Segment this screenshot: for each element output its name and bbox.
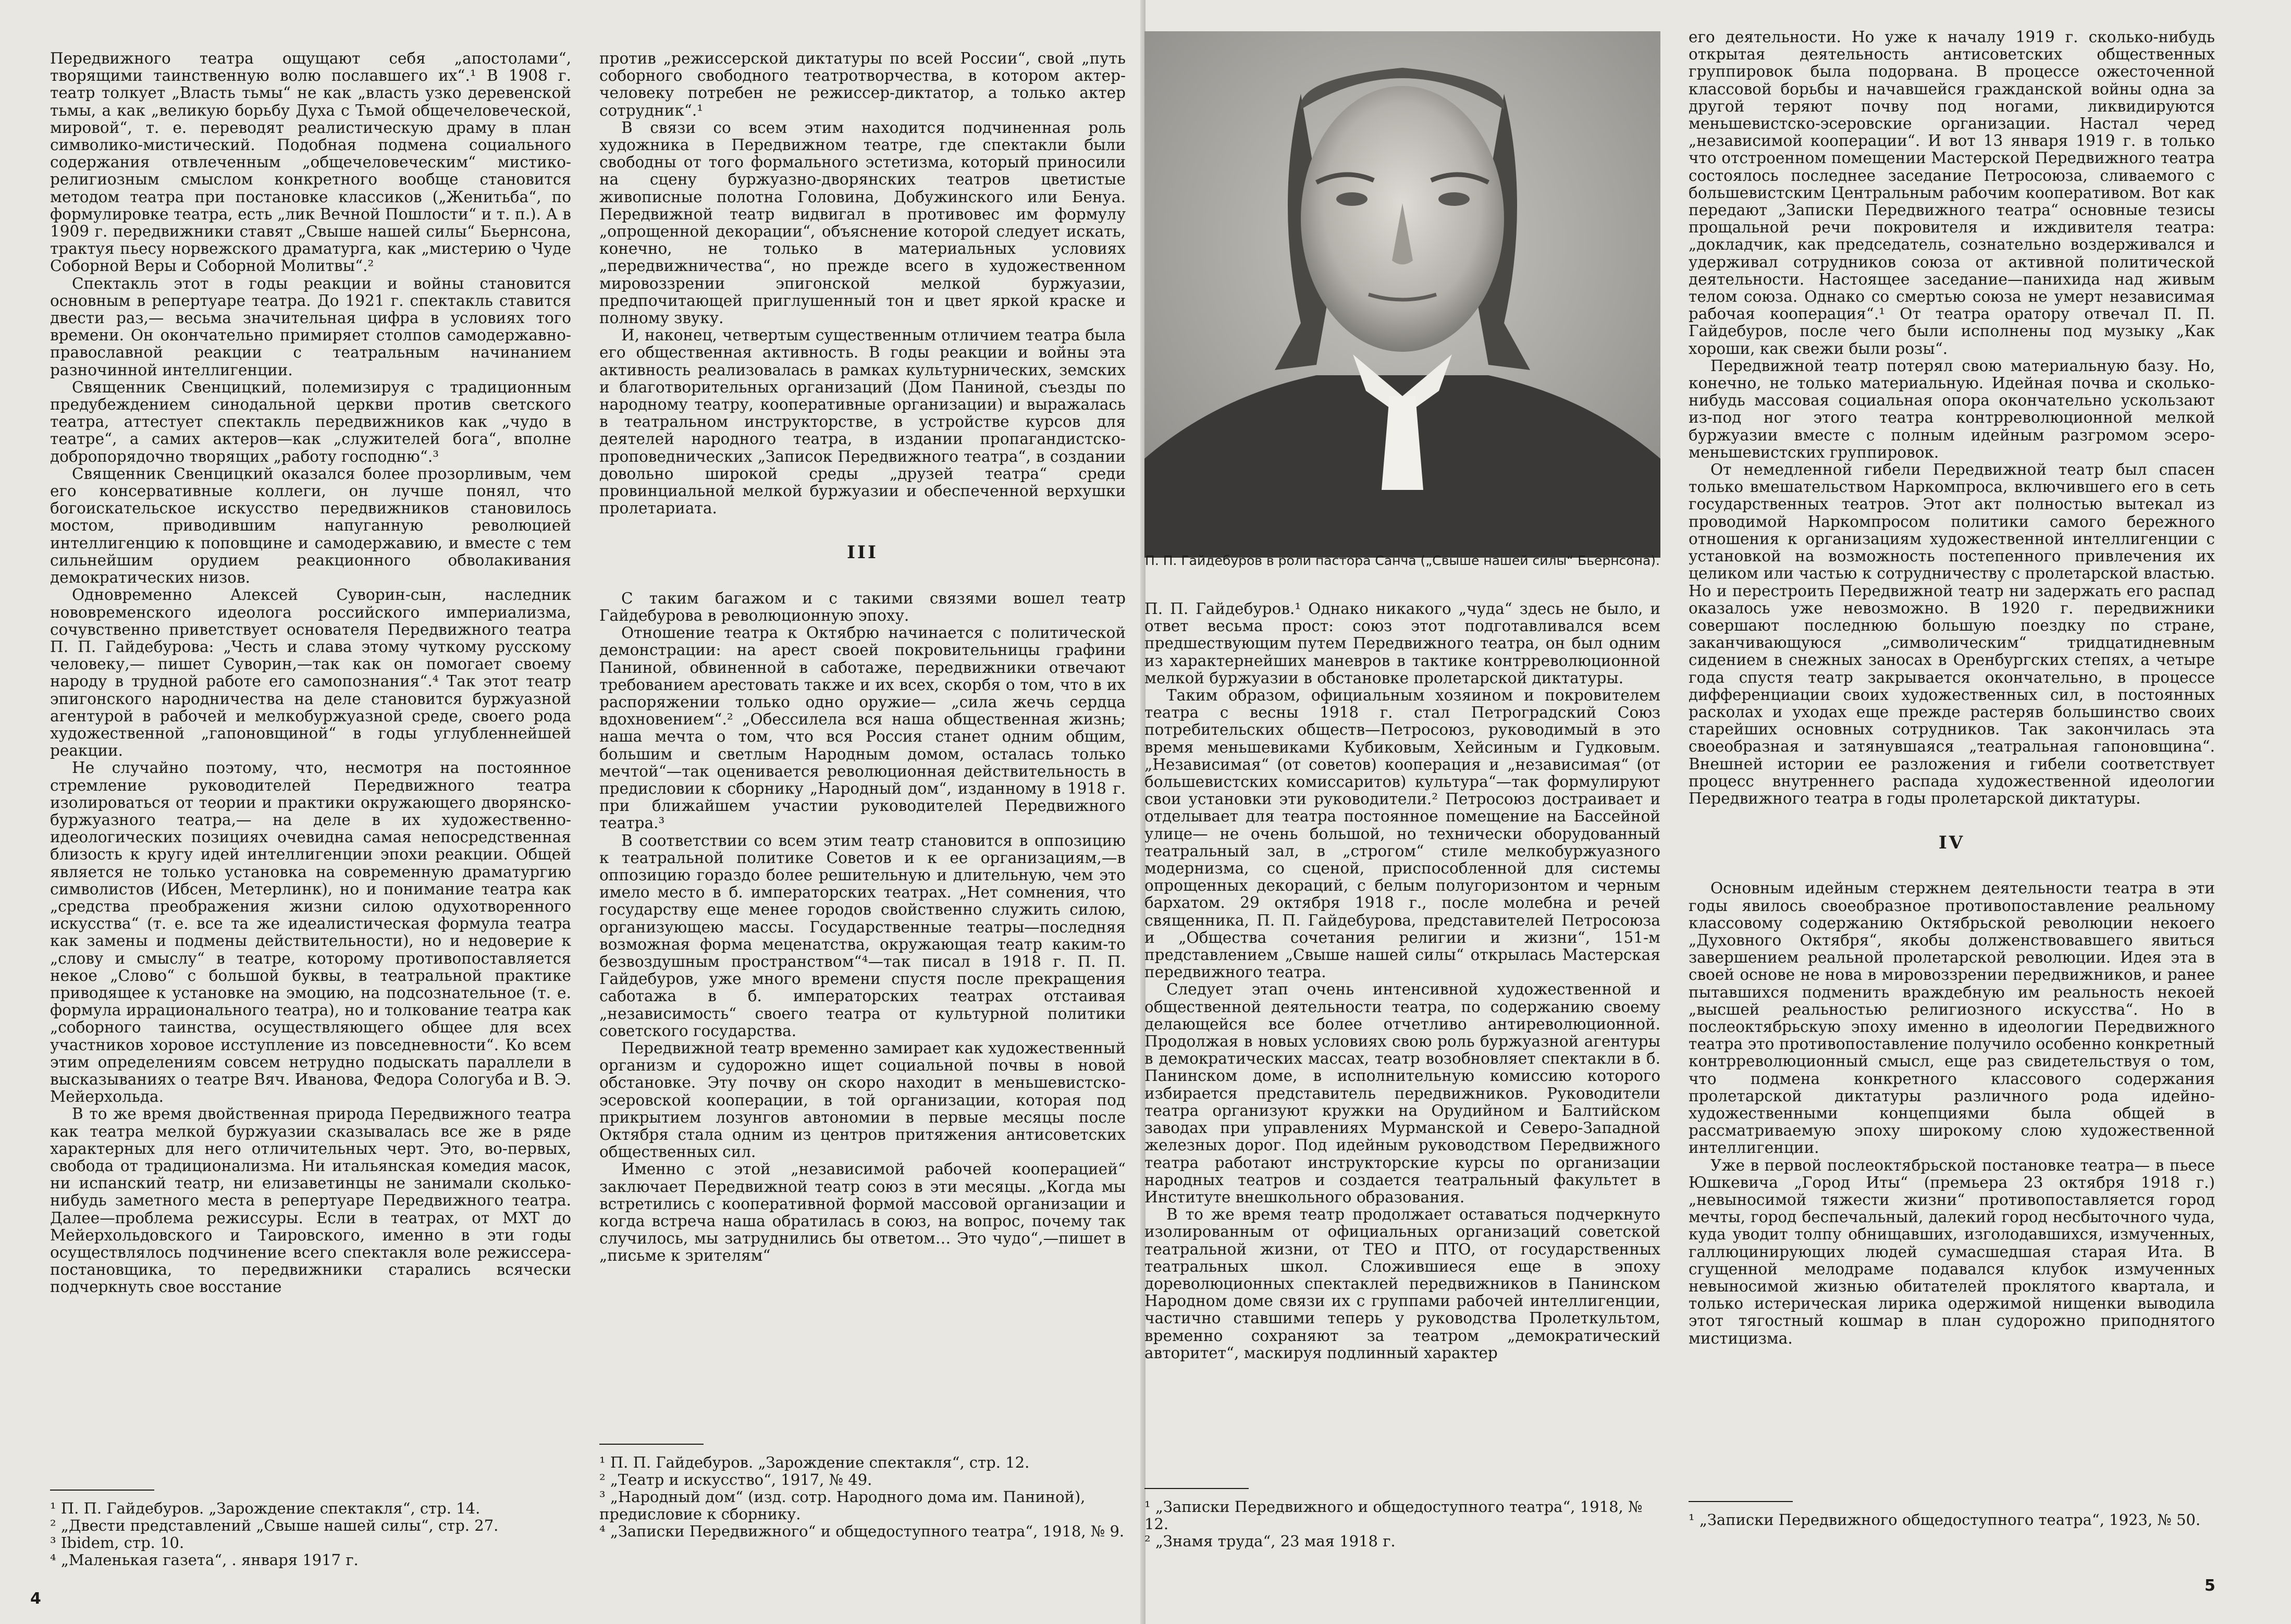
footnote: ² „Знамя труда“, 23 мая 1918 г. (1144, 1532, 1396, 1550)
paragraph: Передвижной театр потерял свою материальную базу. Но, конечно, не только материальную. Идейная почва и сколько-нибудь массовая социальная опора окончательно ускользают из-под ног этого театра контрреволюционной мелкой буржуазии вместе с полным идейным разгромом эсеро-меньшевистских группировок. (1689, 356, 2215, 461)
footnote-rule (1144, 1488, 1249, 1489)
column-2 (599, 50, 1126, 1265)
footnote-rule (599, 1444, 704, 1445)
footnote: ¹ „Записки Передвижного и общедоступного театра“, 1918, № 12. (1144, 1498, 1643, 1533)
paragraph: Спектакль этот в годы реакции и войны становится основным в репертуаре театра. До 1921 г. спектакль ставится двести раз,— весьма значительная цифра в условиях того времени. Он окончательно примиряет столпов самодержавно-православной реакции с театральным начинанием разночинной интеллигенции. (50, 274, 571, 379)
paragraph: Одновременно Алексей Суворин-сын, наследник нововременского идеолога российского империализма, сочувственно приветствует основателя Передвижного театра П. П. Гайдебурова: „Честь и слава этому чуткому русскому человеку,— пишет Суворин,—так как он помогает своему народу в трудной работе его самопознания“.⁴ Так этот театр эпигонского народничества на деле становится буржуазной агентурой в рабочей и мелкобуржуазной среде, своего рода художественной „гапоновщиной“ в годы углубленнейшей реакции. (50, 586, 571, 760)
footnote: ³ Ibidem, стр. 10. (50, 1534, 184, 1552)
paragraph: его деятельности. Но уже к началу 1919 г. сколько-нибудь открытая деятельность антисоветских общественных группировок была подорвана. В процессе ожесточенной классовой борьбы и начавшейся гражданской войны одна за другой теряют почву под ногами, ликвидируются меньшевистско-эсеровские организации. Настал черед „независимой кооперации“. И вот 13 января 1919 г. в только что отстроенном помещении Мастерской Передвижного театра состоялось последнее заседание Петросоюза, сливаемого с большевистским Центральным рабочим кооперативом. Вот как передают „Записки Передвижного театра“ основные тезисы прощальной речи покровителя и иждивителя театра: „докладчик, как председатель, сознательно воздерживался и удерживал сотрудников союза от активной политической деятельности. Настоящее заседание—панихида над живым телом союза. Однако со смертью союза не умерт независимая рабочая кооперация“.¹ От театра оратору отвечал П. П. Гайдебуров, после чего были исполнены под музыку „Как хороши, как свежи были розы“. (1689, 28, 2215, 358)
paragraph: Передвижной театр временно замирает как художественный организм и судорожно ищет социальной почвы в новой обстановке. Эту почву он скоро находит в меньшевистско-эсеровской кооперации, в той организации, которая под прикрытием лозунгов автономии в первые месяцы после Октября стала одним из центров притяжения антисоветских общественных сил. (599, 1039, 1126, 1161)
footnote: ² „Театр и искусство“, 1917, № 49. (599, 1471, 872, 1488)
footnote-rule (50, 1490, 154, 1491)
paragraph: Следует этап очень интенсивной художественной и общественной деятельности театра, по содержанию своему делающейся все более отчетливо антиреволюционной. Продолжая в новых условиях свою роль буржуазной агентуры в демократических массах, театр возобновляет спектакли в б. Панинском доме, в исполнительную комиссию которого избирается представитель передвижников. Руководители театра организуют кружки на Орудийном и Балтийском заводах при управлениях Мурманской и Северо-Западной железных дорог. Под идейным руководством Передвижного театра работают инструкторские курсы по организации народных театров и создается театральный факультет в Институте внешкольного образования. (1144, 980, 1660, 1206)
column-3 (1144, 600, 1660, 1362)
paragraph: С таким багажом и с такими связями вошел театр Гайдебурова в революционную эпоху. (599, 589, 1126, 624)
column-1 (50, 50, 571, 1296)
paragraph: От немедленной гибели Передвижной театр был спасен только вмешательством Наркомпроса, включившего его в сеть государственных театров. Этот акт полностью вытекал из проводимой Наркомпросом политики самого бережного отношения к организациям художественной интеллигенции с установкой на возможность постепенного привлечения их целиком или частью к сотрудничеству с пролетарской властью. Но и перестроить Передвижной театр ни задержать его распад оказалось уже невозможно. В 1920 г. передвижники совершают последнюю большую поездку по стране, заканчивающуюся „символическим“ тридцатидневным сидением в снежных заносах в Оренбургских степях, а четыре года спустя театр закрывается окончательно, в процессе дифференциации своих художественных сил, в постоянных расколах и уходах еще прежде растеряв большинство своих старейших основных сотрудников. Так закончилась эта своеобразная и затянувшаяся „театральная гапоновщина“. Внешней истории ее разложения и гибели соответствует процесс внутреннего распада художественной идеологии Передвижного театра в годы пролетарской диктатуры. (1689, 461, 2215, 807)
footnote: ³ „Народный дом“ (изд. сотр. Народного дома им. Паниной), предисловие к сборнику. (599, 1488, 1086, 1523)
paragraph: Отношение театра к Октябрю начинается с политической демонстрации: на арест своей покровительницы графини Паниной, обвиненной в саботаже, передвижники отвечают требованием арестовать также и их всех, скорбя о том, что в их распоряжении только одно оружие— „сила жечь сердца вдохновением“.² „Обессилела вся наша общественная жизнь; наша мечта о том, что вся Россия станет одним общим, большим и светлым Народным домом, осталась только мечтой“—так оценивается революционная действительность в предисловии к сборнику „Народный дом“, изданному в 1918 г. при ближайшем участии руководителей Передвижного театра.³ (599, 624, 1126, 832)
paragraph: В соответствии со всем этим театр становится в оппозицию к театральной политике Советов и к ее организациям,—в оппозицию гораздо более решительную и длительную, чем это имело место в б. императорских театрах. „Нет сомнения, что государству еще менее городов свойственно служить силою, организующею массы. Государственные театры—последняя возможная форма меценатства, окружающая театр каким-то безвоздушным пространством“⁴—так писал в 1918 г. П. П. Гайдебуров, уже много времени спустя после прекращения саботажа в б. императорских театрах отстаивая „независимость“ своего театра от культурной политики советского государства. (599, 831, 1126, 1040)
paragraph: Основным идейным стержнем деятельности театра в эти годы явилось своеобразное противопоставление реальному классовому содержанию Октябрьской революции некоего „Духовного Октября“, якобы долженствовавшего явиться завершением реальной пролетарской революции. Идея эта в своей основе не нова в мировоззрении передвижников, и ранее пытавшихся подменить враждебную им реальность некоей „высшей реальностью религиозного искусства“. Но в послеоктябрьскую эпоху именно в идеологии Передвижного театра это противопоставление получило особенно конкретный контрреволюционный смысл, еще раз свидетельствуя о том, что подмена конкретного классового содержания пролетарской диктатуры различного рода идейно-художественными концепциями была общей в рассматриваемую эпоху широкому слою художественной интеллигенции. (1689, 879, 2215, 1157)
paragraph: Священник Свенцицкий оказался более прозорливым, чем его консервативные коллеги, он лучше понял, что богоискательское искусство передвижников становилось мостом, приводившим напуганную революцией интеллигенцию к поповщине и самодержавию, и вместе с тем сильнейшим орудием реакционного обволакивания демократических низов. (50, 464, 571, 587)
page-number: 5 (2204, 1577, 2215, 1595)
paragraph: И, наконец, четвертым существенным отличием театра была его общественная активность. В годы реакции и войны эта активность реализовалась в рамках культурнических, земских и благотворительных организаций (Дом Паниной, съезды по народному театру, кооперативные организации) и выражалась в театральном инструкторстве, в устройстве курсов для деятелей народного театра, в издании пропагандистско-проповеднических „Записок Передвижного театра“, в создании довольно широкой среды „друзей театра“ среди провинциальной мелкой буржуазии и обеспеченной верхушки пролетариата. (599, 326, 1126, 518)
footnote: ¹ П. П. Гайдебуров. „Зарождение спектакля“, стр. 14. (50, 1499, 481, 1517)
footnotes-column-2 (599, 1444, 1126, 1540)
footnote: ¹ „Записки Передвижного общедоступного театра“, 1923, № 50. (1689, 1511, 2201, 1529)
paragraph: Священник Свенцицкий, полемизируя с традиционным предубеждением синодальной церкви против светского театра, аттестует спектакль передвижников как „чудо в театре“, а самих актеров—как „служителей бога“, вполне добропорядочно творящих „работу господню“.³ (50, 378, 571, 465)
paragraph: Не случайно поэтому, что, несмотря на постоянное стремление руководителей Передвижного театра изолироваться от теории и практики окружающего дворянско-буржуазного театра,— на деле в их художественно-идеологических позициях очевидна самая непосредственная близость к кругу идей интеллигенции эпохи реакции. Общей является не только установка на современную драматургию символистов (Ибсен, Метерлинк), но и понимание театра как „средства преображения жизни силою одухотворенного искусства“ (т. е. все та же идеалистическая формула театра как замены и подмены действительности), но и недоверие к „слову и смыслу“ в театре, которому противопоставляется некое „Слово“ с большой буквы, в театральной практике приводящее к установке на эмоцию, на подсознательное (т. е. формула иррационального театра), но и толкование театра как „соборного таинства, осуществляющего общее для всех участников хоровое исступление из повседневности“. Ко всем этим определениям совсем нетрудно подыскать параллели в высказываниях о театре Вяч. Иванова, Федора Сологуба и В. Э. Мейерхольда. (50, 759, 571, 1106)
footnote: ⁴ „Записки Передвижного“ и общедоступного театра“, 1918, № 9. (599, 1522, 1125, 1540)
footnotes-column-4 (1689, 1501, 2215, 1529)
footnote: ¹ П. П. Гайдебуров. „Зарождение спектакля“, стр. 12. (599, 1454, 1030, 1471)
paragraph: Передвижного театра ощущают себя „апостолами“, творящими таинственную волю пославшего их“.¹ В 1908 г. театр толкует „Власть тьмы“ не как „власть узко деревенской тьмы, а как „великую борьбу Духа с Тьмой общечеловеческой, мировой“, т. е. переводят реалистическую драму в план символико-мистический. Подобная подмена социального содержания отвлеченным „общечеловеческим“ мистико-религиозным смыслом конкретного вообще становится методом театра при постановке классиков („Женитьба“, по формулировке театра, есть „лик Вечной Пошлости“ и т. п.). А в 1909 г. передвижники ставят „Свыше нашей силы“ Бьернсона, трактуя пьесу норвежского драматурга, как „мистерию о Чуде Соборной Веры и Соборной Молитвы“.² (50, 50, 571, 275)
footnotes-column-1 (50, 1490, 571, 1569)
paragraph: В то же время двойственная природа Передвижного театра как театра мелкой буржуазии сказывалась все же в ряде характерных для него отличительных черт. Это, во-первых, свобода от традиционализма. Ни итальянская комедия масок, ни испанский театр, ни елизаветинцы не занимали сколько-нибудь заметного места в репертуаре Передвижного театра. Далее—проблема режиссуры. Если в театрах, от МХТ до Мейерхольдовского и Таировского, именно в эти годы осуществлялось подчинение всего спектакля воле режиссера-постановщика, то передвижники старались всячески подчеркнуть свое восстание (50, 1105, 571, 1296)
column-4 (1689, 29, 2215, 1347)
paragraph: против „режиссерской диктатуры по всей России“, свой „путь соборного свободного театротворчества, в котором актер-человеку потребен не режиссер-диктатор, а только актер сотрудник“.¹ (599, 50, 1126, 119)
page-number: 4 (30, 1590, 41, 1608)
paragraph: Уже в первой послеоктябрьской постановке театра— в пьесе Юшкевича „Город Иты“ (премьера 23 октября 1918 г.) „невыносимой тяжести жизни“ противопоставляется город мечты, город беспечальный, далекий город несбыточного чуда, куда уводит толпу обнищавших, изголодавшихся, измученных, галлюцинирующих людей сумасшедшая старая Ита. В сгущенной мелодраме подавался клубок измученных невыносимой жизнью обитателей проклятого квартала, и только истерическая лирика одержимой нищенки выводила этот тягостный кошмар в план судорожно приподнятого мистицизма. (1689, 1156, 2215, 1347)
section-heading-iv: IV (1938, 832, 1965, 854)
footnote: ² „Двести представлений „Свыше нашей силы“, стр. 27. (50, 1517, 499, 1534)
photo-caption: П. П. Гайдебуров в роли пастора Санча („Свыше нашей силы“ Бьернсона). (1145, 553, 1660, 568)
paragraph: П. П. Гайдебуров.¹ Однако никакого „чуда“ здесь не было, и ответ весьма прост: союз этот подготавливался всем предшествующим путем Передвижного театра, он был одним из характернейших маневров в тактике контрреволюционной мелкой буржуазии в обстановке пролетарской диктатуры. (1144, 600, 1660, 687)
footnote: ⁴ „Маленькая газета“, . января 1917 г. (50, 1551, 359, 1569)
footnotes-column-3 (1144, 1488, 1660, 1550)
paragraph: Таким образом, официальным хозяином и покровителем театра с весны 1918 г. стал Петроградский Союз потребительских обществ—Петросоюз, руководимый в это время меньшевиками Кубиковым, Хейсиным и Гудковым. „Независимая“ (от советов) кооперация и „независимая“ (от большевистских комиссаритов) культура“—так формулируют свои установки эти руководители.² Петросоюз достраивает и отделывает для театра постоянное помещение на Бассейной улице— не очень большой, но технически оборудованный театральный зал, в „строгом“ стиле мелкобуржуазного модернизма, со сценой, приспособленной для системы опрощенных декораций, с белым полугоризонтом и черным бархатом. 29 октября 1918 г., после молебна и речей священника, П. П. Гайдебурова, представителей Петросоюза и „Общества сочетания религии и жизни“, 151-м представлением „Свыше нашей силы“ открылась Мастерская передвижного театра. (1144, 686, 1660, 981)
paragraph: В связи со всем этим находится подчиненная роль художника в Передвижном театре, где спектакли были свободны от того формального эстетизма, который приносили на сцену буржуазно-дворянских театров цветистые живописные полотна Головина, Добужинского или Бенуа. Передвижной театр видвигал в противовес им формулу „опрощенной декорации“, объяснение которой следует искать, конечно, не только в материальных условиях „передвижничества“, но прежде всего в художественном мировоззрении эпигонской мелкой буржуазии, предпочитающей приглушенный тон и цвет яркой краске и полному звуку. (599, 118, 1126, 327)
portrait-photo (1144, 31, 1660, 558)
paragraph: Именно с этой „независимой рабочей кооперацией“ заключает Передвижной театр союз в эти месяцы. „Когда мы встретились с кооперативной формой массовой организации и когда встреча наша обратилась в союз, на вопрос, почему так случилось, мы затруднились бы ответом… Это чудо“,—пишет в „письме к зрителям“ (599, 1160, 1126, 1265)
footnote-rule (1689, 1501, 1793, 1502)
paragraph: В то же время театр продолжает оставаться подчеркнуто изолированным от официальных организаций советской театральной жизни, от ТЕО и ПТО, от государственных театральных школ. Сложившиеся еще в эпоху дореволюционных спектаклей передвижников в Панинском Народном доме связи их с группами рабочей интеллигенции, частично ставшими теперь у руководства Пролеткультом, временно сохраняют за театром „демократический авторитет“, маскируя подлинный характер (1144, 1205, 1660, 1362)
section-heading-iii: III (847, 542, 878, 563)
